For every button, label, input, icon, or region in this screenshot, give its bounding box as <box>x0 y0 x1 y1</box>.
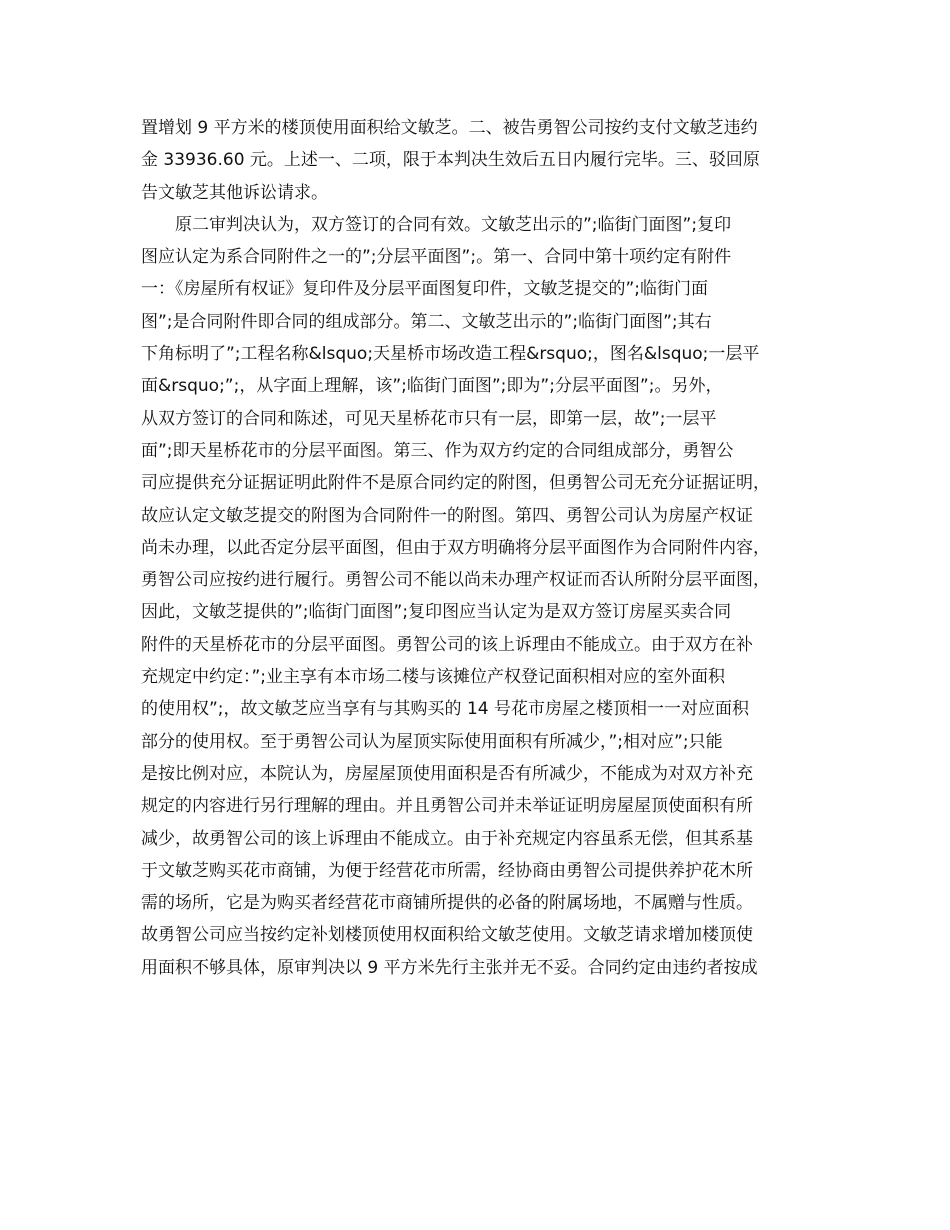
text-line: 的使用权”;，故文敏芝应当享有与其购买的 14 号花市房屋之楼顶相一一对应面积 <box>141 699 749 720</box>
text-line: 减少，故勇智公司的该上诉理由不能成立。由于补充规定内容虽系无偿，但其系基 <box>141 828 753 849</box>
paragraph-start-line: 原二审判决认为，双方签订的合同有效。文敏芝出示的”;临街门面图”;复印 <box>175 214 732 235</box>
text-line: 部分的使用权。至于勇智公司认为屋顶实际使用面积有所减少，”;相对应”;只能 <box>141 731 723 752</box>
text-line: 从双方签订的合同和陈述，可见天星桥花市只有一层，即第一层，故”;一层平 <box>141 408 717 429</box>
text-line: 是按比例对应，本院认为，房屋屋顶使用面积是否有所减少，不能成为对双方补充 <box>141 763 753 784</box>
text-line: 图”;是合同附件即合同的组成部分。第二、文敏芝出示的”;临街门面图”;其右 <box>141 311 712 332</box>
text-line: 需的场所，它是为购买者经营花市商铺所提供的必备的附属场地，不属赠与性质。 <box>141 893 753 914</box>
text-line: 用面积不够具体，原审判决以 9 平方米先行主张并无不妥。合同约定由违约者按成 <box>141 957 758 978</box>
text-line: 规定的内容进行另行理解的理由。并且勇智公司并未举证证明房屋屋顶使面积有所 <box>141 796 753 817</box>
text-line: 面&rsquo;”;，从字面上理解，该”;临街门面图”;即为”;分层平面图”;。另外， <box>141 376 723 397</box>
text-line: 告文敏芝其他诉讼请求。 <box>141 182 328 203</box>
text-line: 置增划 9 平方米的楼顶使用面积给文敏芝。二、被告勇智公司按约支付文敏芝违约 <box>141 118 758 138</box>
text-line: 因此，文敏芝提供的”;临街门面图”;复印图应当认定为是双方签订房屋买卖合同 <box>141 602 732 623</box>
text-line: 充规定中约定：”;业主享有本市场二楼与该摊位产权登记面积相对应的室外面积 <box>141 667 726 688</box>
text-line: 勇智公司应按约进行履行。勇智公司不能以尚未办理产权证而否认所附分层平面图， <box>141 570 770 591</box>
body-text <box>141 112 821 984</box>
text-line: 一：《房屋所有权证》复印件及分层平面图复印件，文敏芝提交的”;临街门面 <box>141 279 709 300</box>
text-line: 附件的天星桥花市的分层平面图。勇智公司的该上诉理由不能成立。由于双方在补 <box>141 634 753 655</box>
text-line: 故应认定文敏芝提交的附图为合同附件一的附图。第四、勇智公司认为房屋产权证 <box>141 505 753 526</box>
text-line: 司应提供充分证据证明此附件不是原合同约定的附图，但勇智公司无充分证据证明， <box>141 473 770 494</box>
text-line: 故勇智公司应当按约定补划楼顶使用权面积给文敏芝使用。文敏芝请求增加楼顶使 <box>141 925 753 946</box>
text-line: 于文敏芝购买花市商铺，为便于经营花市所需，经协商由勇智公司提供养护花木所 <box>141 860 753 881</box>
text-line: 面”;即天星桥花市的分层平面图。第三、作为双方约定的合同组成部分，勇智公 <box>141 440 734 461</box>
text-line: 金 33936.60 元。上述一、二项，限于本判决生效后五日内履行完毕。三、驳回原 <box>141 150 760 171</box>
text-line: 尚未办理，以此否定分层平面图，但由于双方明确将分层平面图作为合同附件内容， <box>141 537 770 558</box>
text-line: 图应认定为系合同附件之一的”;分层平面图”;。第一、合同中第十项约定有附件 <box>141 247 732 268</box>
text-line: 下角标明了”;工程名称&lsquo;天星桥市场改造工程&rsquo;，图名&lsquo;一层平 <box>141 344 760 365</box>
